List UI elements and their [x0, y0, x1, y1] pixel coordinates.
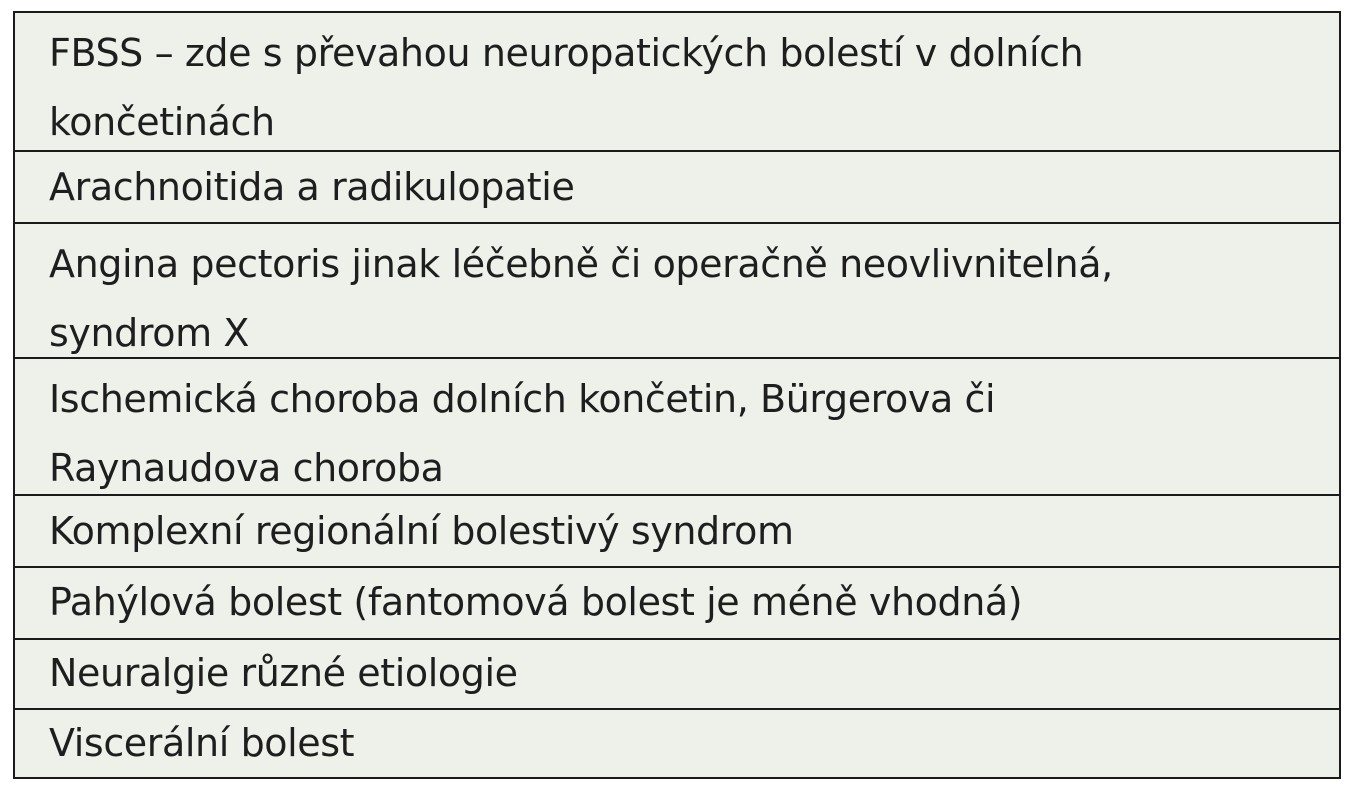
table-row	[15, 708, 1339, 777]
table-row	[15, 222, 1339, 357]
table-cell-text: Neuralgie různé etiologie	[49, 651, 518, 695]
table-row	[15, 13, 1339, 150]
table-row	[15, 494, 1339, 566]
table-cell-text: Komplexní regionální bolestivý syndrom	[49, 509, 794, 553]
table-cell-text: FBSS – zde s převahou neuropatických bolestí v dolních končetinách	[49, 31, 1084, 144]
indications-table	[13, 11, 1341, 779]
table-cell-text: Angina pectoris jinak léčebně či operačně neovlivnitelná, syndrom X	[49, 242, 1113, 355]
table-cell-text: Viscerální bolest	[49, 721, 355, 765]
table-cell-text: Ischemická choroba dolních končetin, Bürgerova či Raynaudova choroba	[49, 377, 996, 490]
table-row	[15, 566, 1339, 638]
table-row	[15, 150, 1339, 222]
table-cell-text: Pahýlová bolest (fantomová bolest je méně vhodná)	[49, 580, 1023, 624]
table-cell-text: Arachnoitida a radikulopatie	[49, 165, 575, 209]
table-row	[15, 638, 1339, 708]
table-row	[15, 357, 1339, 494]
